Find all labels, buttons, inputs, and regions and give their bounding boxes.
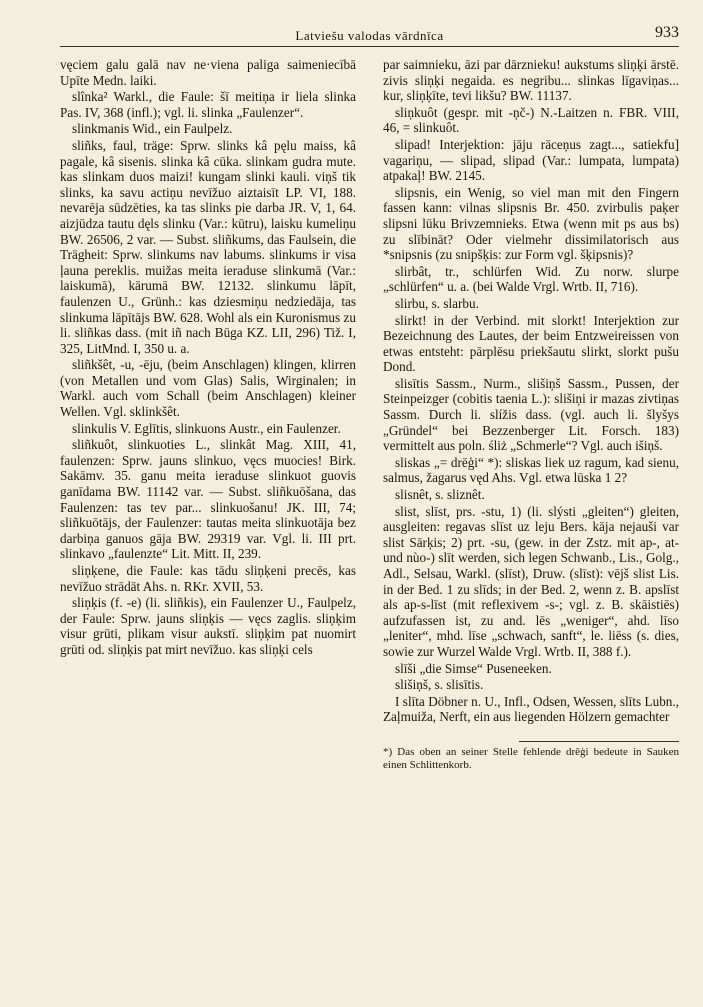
entry-slirkt: slirkt! in der Verbind. mit slorkt! Interjektion zur Bezeichnung des Lautes, der beim Entzweireissen von etwas entsteht: pārplēsu priekšautu slirkt, slorkt pušu Dond. xyxy=(383,312,679,375)
left-column xyxy=(60,57,356,772)
entry-slinkset: sliñkšêt, -u, -ēju, (beim Anschlagen) klingen, klirren (von Metallen und vom Glas) Salis, Wirginalen; in Warkl. auch vom Schall (beim Anschlagen) kleiner Wellen. Vgl. sklinkšêt. xyxy=(60,357,356,420)
running-title: Latviešu valodas vārdnīca xyxy=(295,28,444,43)
entry-continuation: vęciem galu galā nav ne·viena paliga saimeniecībā Upīte Medn. laiki. xyxy=(60,57,356,88)
entry-slinkis: sliņķis (f. -e) (li. sliñkis), ein Faulenzer U., Faulpelz, der Faule: Sprw. jauns sliņķis — vęcs zaglis. sliņķim visur grūti, plikam visur aukstī. sliņķim pat nuomirt grūti od. sliņķis pat mirt nevīžuo. kas sliņķi cels xyxy=(60,595,356,657)
entry-slirbat: slirbât, tr., schlürfen Wid. Zu norw. slurpe „schlürfen“ u. a. (bei Walde Vrgl. Wrtb. II, 716). xyxy=(383,263,679,295)
entry-slisins: slišiņš, s. slisītis. xyxy=(395,677,484,693)
entry-slinka: slînka² Warkl., die Faule: šī meitiņa ir liela slinka Pas. IV, 368 (infl.); vgl. li. slinka „Faulenzer“. xyxy=(60,89,356,120)
entry-slipsnis: slipsnis, ein Wenig, so viel man mit den Fingern fassen kann: vilnas slipsnis Br. 450. zvirbulis paķer slipsni lūku Brivzemnieks. Etwa (wenn mit ps aus bs) zu slībināt? Oder vielmehr dissimilatorisch aus *snipsnis (zu snipšķis: zur Form vgl. šķipsnis)? xyxy=(383,184,679,263)
entry-slirbu: slirbu, s. slarbu. xyxy=(395,295,479,311)
entry-slinkulis: slinkulis V. Eglītis, slinkuons Austr., ein Faulenzer. xyxy=(72,420,341,436)
entry-slinkuot: sliñkuôt, slinkuoties L., slinkât Mag. XIII, 41, faulenzen: Sprw. jauns slinkuo, vęcs muocies! Birk. Sakāmv. 35. ganu meita ieraduse slinkuot guovis ganīdama BW. 11142 var. — Subst. sliñkuōšana, das Faulenzen: tas tev par... slinkuošanu! JK. III, 74; sliñkuōtājs, der Faulenzer: tautas meita slinkuotāja bez darbiņa ganuos gāja BW. 29319 var. Vgl. li. III prt. slinkavo „faulenzte“ Lit. Mitt. II, 239. xyxy=(60,437,356,562)
page-number: 933 xyxy=(655,24,679,41)
entry-slinks: sliñks, faul, träge: Sprw. slinks kâ pęlu maiss, kâ pagale, kâ sisenis. slinka kâ cūka. slinkam gudra mute. kas slinkam duos maizi! kungam slinki kauli. viņš tik slinks, ka savu actiņu nevīžuo aiztaisīt LP. VI, 188. nevarēja sūdzēties, ka tas slinks pie darba JR. V, 1, 64. aizjūdza tautu dęls slinku (Var.: kūtru), laisku kumeliņu BW. 26506, 2 var. — Subst. sliñkums, das Faulsein, die Trägheit: Sprw. slinkums nav labums. slinkums ir visa ļauna pereklis. muižas meita ieraduse slinkumā (Var.: laiskumā), kārumā BW. 12132. slinkumu lāpīt, faulenzen U., Grünh.: kas dziesmiņu nedziedāja, tas slinkuma lāpītājs BW. 628. Wohl als ein Kuronismus zu li. sliñkas dass. (mit iñ nach Būga KZ. LII, 296) Tiž. I, 325, LitMnd. I, 350 u. a. xyxy=(60,137,356,356)
page-header xyxy=(60,22,679,47)
entry-continuation: par saimnieku, āzi par dārznieku! aukstums sliņķi ārstē. zivis sliņķi negaida. es negribu... slinkas līgaviņas... kur, sliņķīte, tevi likšu? BW. 11137. xyxy=(383,57,679,104)
entry-slinkmanis: slinkmanis Wid., ein Faulpelz. xyxy=(72,121,233,137)
footnote-divider xyxy=(519,741,679,742)
entry-slisi: slīši „die Simse“ Puseneeken. xyxy=(395,660,552,676)
two-column-body xyxy=(60,57,679,772)
entry-sliskas: sliskas „= drēģi“ *): sliskas liek uz ragum, kad sienu, salmus, žagarus vęd Ahs. Vgl. etwa lūska 1 2? xyxy=(383,454,679,486)
footnote: *) Das oben an seiner Stelle fehlende drēģi bedeute in Sauken einen Schlittenkorb. xyxy=(383,745,679,771)
right-column xyxy=(383,57,679,772)
entry-slisnet: slisnêt, s. sliznêt. xyxy=(395,487,485,503)
entry-slipad: slipad! Interjektion: jāju rāceņus zagt..., satiekfu] vagariņu, — slipad, slipad (Var.: lumpata, lumpata) atpakaļ! BW. 2145. xyxy=(383,136,679,184)
entry-slist: slist, slīst, prs. -stu, 1) (li. slýsti „gleiten“) gleiten, ausgleiten: regavas slīst uz leju Bers. kāja nejauši var slist Sārķis; 2) prt. -su, (gew. in der Zstz. mit ap-, at- und nùo-) slīt werden, sich legen Schwanb., Lis., Golg., Adl., Selsau, Warkl. (slīst), Druw. (slīst): vējš slist Lis. in der Bed. 1 zu slīds; in der Bed. 2, wenn z. B. apslīst als ap-s-līst (mit reflexivem -s-; vgl. z. B. skāistiēs) aufzufassen ist, zu and. lēs „weniger“, ahd. līso „leniter“, mhd. līse „schwach, sanft“, le. liēss (s. dies, sowie zur Wurzel Walde Vrgl. Wrtb. II, 388 f.). xyxy=(383,503,679,659)
entry-slisitis: slisītis Sassm., Nurm., slišiņš Sassm., Pussen, der Steinpeizger (cobitis taenia L.): slišiņi ir mazas zivtiņas Sassm. Durch li. slížis dass. (vgl. auch li. šlyšys „Gründel“ bei Bezzenberger Lit. Forsch. 183) vermittelt aus poln. śliż „Schmerle“? Vgl. auch išiņš. xyxy=(383,375,679,454)
entry-slita: I slīta Döbner n. U., Infl., Odsen, Wessen, slīts Lubn., Zaļmuiža, Nerft, ein aus liegenden Hölzern gemachter xyxy=(383,693,679,725)
entry-slinkuot-gespr: sliņkuôt (gespr. mit -ņč-) N.-Laitzen n. FBR. VIII, 46, = slinkuôt. xyxy=(383,104,679,136)
entry-slinkene: sliņķene, die Faule: kas tādu sliņķeni precēs, kas nevīžuo strādāt Ahs. n. RKr. XVII, 53. xyxy=(60,563,356,594)
